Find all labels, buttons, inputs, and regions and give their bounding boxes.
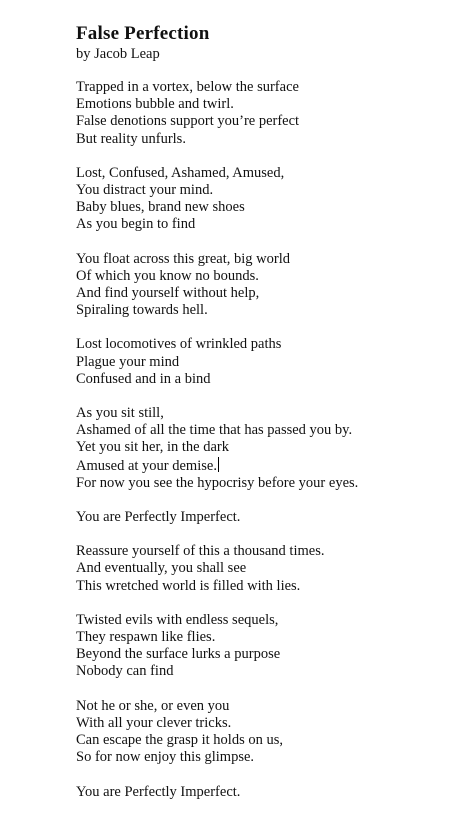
poem-byline: by Jacob Leap xyxy=(76,46,160,62)
stanza-5 xyxy=(76,405,448,492)
poem-line: As you begin to find xyxy=(76,216,196,233)
poem-line: Trapped in a vortex, below the surface xyxy=(76,79,299,95)
stanza-9 xyxy=(76,698,448,767)
poem-line: And find yourself without help, xyxy=(76,285,260,302)
poem-line: Yet you sit her, in the dark xyxy=(76,439,230,456)
poem-line: Spiraling towards hell. xyxy=(76,302,208,319)
poem-line: For now you see the hypocrisy before your eyes. xyxy=(76,474,359,491)
poem-line: Twisted evils with endless sequels, xyxy=(76,611,279,628)
poem-line: Can escape the grasp it holds on us, xyxy=(76,732,283,749)
poem-line-text: Amused at your demise. xyxy=(76,457,217,474)
stanza-1 xyxy=(76,79,448,148)
poem-title: False Perfection xyxy=(76,23,210,44)
poem-line: Of which you know no bounds. xyxy=(76,267,259,284)
poem-line: With all your clever tricks. xyxy=(76,714,232,731)
poem-line: So for now enjoy this glimpse. xyxy=(76,749,255,766)
poem-line: But reality unfurls. xyxy=(76,130,186,147)
stanza-8 xyxy=(76,612,448,681)
poem-line-with-cursor[interactable] xyxy=(76,457,448,475)
poem-line: And eventually, you shall see xyxy=(76,560,247,577)
poem-line: You are Perfectly Imperfect. xyxy=(76,509,241,526)
poem-line: False denotions support you’re perfect xyxy=(76,113,300,130)
poem-line: Baby blues, brand new shoes xyxy=(76,199,245,216)
poem-line: Lost locomotives of wrinkled paths xyxy=(76,336,282,353)
poem-line: As you sit still, xyxy=(76,405,164,422)
poem-line: Plague your mind xyxy=(76,353,180,370)
poem-line: This wretched world is filled with lies. xyxy=(76,577,301,594)
poem-line: You float across this great, big world xyxy=(76,250,290,267)
poem-line: Beyond the surface lurks a purpose xyxy=(76,646,281,663)
poem-line: Nobody can find xyxy=(76,663,174,680)
poem-line: Emotions bubble and twirl. xyxy=(76,96,234,113)
poem-line: Confused and in a bind xyxy=(76,370,211,387)
stanza-3 xyxy=(76,251,448,320)
poem-line: Reassure yourself of this a thousand times. xyxy=(76,543,325,560)
poem-line: You distract your mind. xyxy=(76,182,214,199)
stanza-7 xyxy=(76,543,448,595)
poem-line: Not he or she, or even you xyxy=(76,697,230,714)
document-page xyxy=(76,22,448,818)
stanza-10 xyxy=(76,784,448,801)
poem-line: Lost, Confused, Ashamed, Amused, xyxy=(76,164,285,181)
stanza-2 xyxy=(76,165,448,234)
text-cursor xyxy=(218,457,219,472)
poem-line: They respawn like flies. xyxy=(76,629,216,646)
poem-line: You are Perfectly Imperfect. xyxy=(76,783,241,800)
stanza-4 xyxy=(76,336,448,388)
poem-line: Ashamed of all the time that has passed you by. xyxy=(76,422,353,439)
stanza-6 xyxy=(76,509,448,526)
